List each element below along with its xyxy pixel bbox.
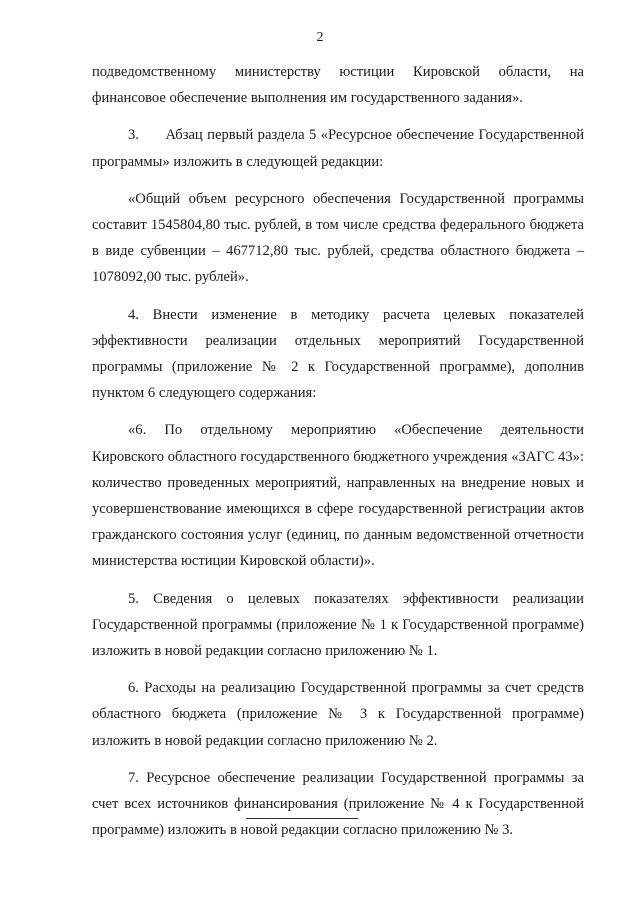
paragraph-item-4-quote: «6. По отдельному мероприятию «Обеспечение деятельности Кировского областного государственного бюджетного учреждения «ЗАГС 43»: количество проведенных мероприятий, направленных на внедрение новых и усовершенствование имеющихся в сфере государственной регистрации актов гражданского состояния услуг (единиц, по данным ведомственной отчетности министерства юстиции Кировской области)». xyxy=(92,422,584,570)
document-body xyxy=(92,59,584,854)
paragraph-continuation: подведомственному министерству юстиции Кировской области, на финансовое обеспечение выполнения им государственного задания». xyxy=(92,64,584,107)
closing-rule xyxy=(246,818,358,819)
paragraph-item-6: 6. Расходы на реализацию Государственной программы за счет средств областного бюджета (приложение № 3 к Государственной программе) изложить в новой редакции согласно приложению № 2. xyxy=(92,680,584,749)
paragraph-item-3-quote: «Общий объем ресурсного обеспечения Государственной программы составит 1545804,80 тыс. рублей, в том числе средства федерального бюджета в виде субвенции – 467712,80 тыс. рублей, средства областного бюджета – 1078092,00 тыс. рублей». xyxy=(92,190,584,286)
paragraph-item-3: 3. Абзац первый раздела 5 «Ресурсное обеспечение Государственной программы» изложить в следующей редакции: xyxy=(92,127,584,170)
page-number: 2 xyxy=(316,30,324,45)
paragraph-item-4: 4. Внести изменение в методику расчета целевых показателей эффективности реализации отдельных мероприятий Государственной программы (приложение № 2 к Государственной программе), дополнив пунктом 6 следующего содержания: xyxy=(92,306,584,402)
paragraph-item-7: 7. Ресурсное обеспечение реализации Государственной программы за счет всех источников финансирования (приложение № 4 к Государственной программе) изложить в новой редакции согласно приложению № 3. xyxy=(92,769,584,839)
paragraph-item-5: 5. Сведения о целевых показателях эффективности реализации Государственной программы (приложение № 1 к Государственной программе) изложить в новой редакции согласно приложению № 1. xyxy=(92,590,584,660)
